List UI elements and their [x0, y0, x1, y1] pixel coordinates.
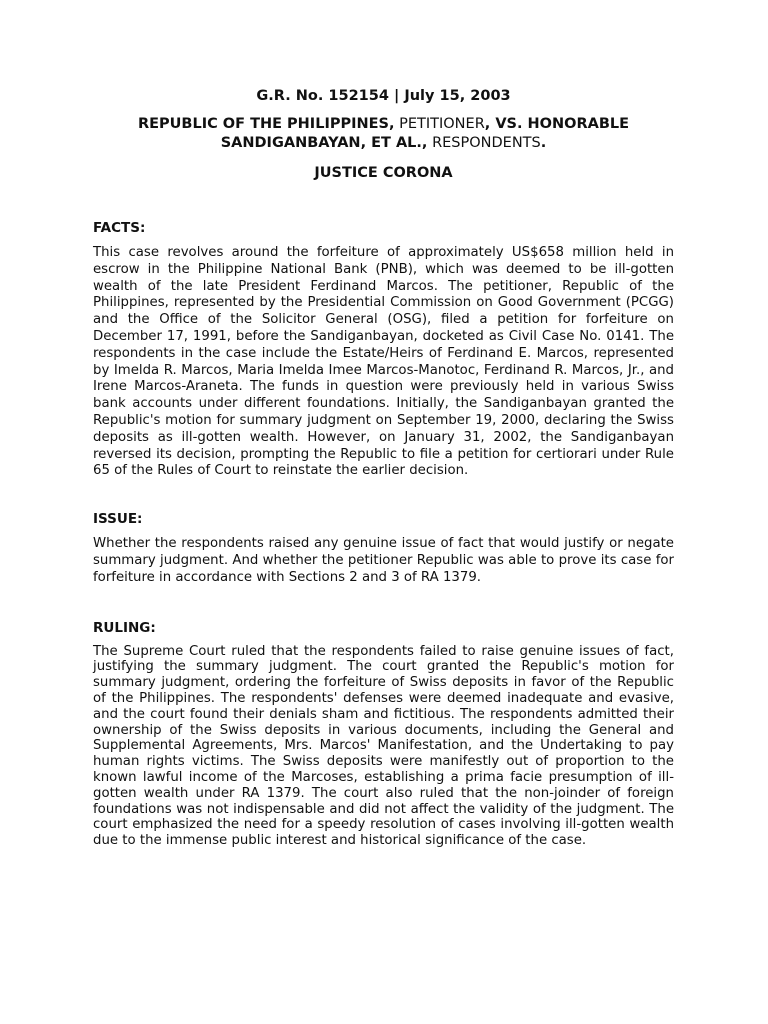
ruling-heading: RULING:: [93, 619, 156, 636]
document-page: [93, 86, 674, 849]
ruling-body: The Supreme Court ruled that the respondents failed to raise genuine issues of fact, justifying the summary judgment. The court granted the Republic's motion for summary judgment, ordering the forfeiture of Swiss deposits in favor of the Republic of the Philippines. The respondents' defenses were deemed inadequate and evasive, and the court found their denials sham and fictitious. The respondents admitted their ownership of the Swiss deposits in various documents, including the General and Supplemental Agreements, Mrs. Marcos' Manifestation, and the Undertaking to pay human rights victims. The Swiss deposits were manifestly out of proportion to the known lawful income of the Marcoses, establishing a prima facie presumption of ill-gotten wealth under RA 1379. The court also ruled that the non-joinder of foreign foundations was not indispensable and did not affect the validity of the judgment. The court emphasized the need for a speedy resolution of cases involving ill-gotten wealth due to the immense public interest and historical significance of the case.: [93, 643, 674, 849]
end-period: .: [540, 135, 547, 151]
case-number: G.R. No. 152154 | July 15, 2003: [256, 88, 511, 104]
petitioner-role: PETITIONER: [399, 116, 485, 132]
case-parties: [93, 115, 674, 153]
facts-heading: FACTS:: [93, 220, 146, 236]
justice-name: JUSTICE CORONA: [314, 165, 453, 181]
versus-respondents: , VS. HONORABLE SANDIGANBAYAN, ET AL.,: [220, 116, 630, 151]
issue-body: Whether the respondents raised any genuine issue of fact that would justify or negate summary judgment. And whether the petitioner Republic was able to prove its case for forfeiture in accordance with Sections 2 and 3 of RA 1379.: [93, 536, 674, 585]
respondent-role: RESPONDENTS: [432, 135, 541, 151]
facts-body: This case revolves around the forfeiture of approximately US$658 million held in escrow in the Philippine National Bank (PNB), which was deemed to be ill-gotten wealth of the late President Ferdinand Marcos. The petitioner, Republic of the Philippines, represented by the Presidential Commission on Good Government (PCGG) and the Office of the Solicitor General (OSG), filed a petition for forfeiture on December 17, 1991, before the Sandiganbayan, docketed as Civil Case No. 0141. The respondents in the case include the Estate/Heirs of Ferdinand E. Marcos, represented by Imelda R. Marcos, Maria Imelda Imee Marcos-Manotoc, Ferdinand R. Marcos, Jr., and Irene Marcos-Araneta. The funds in question were previously held in various Swiss bank accounts under different foundations. Initially, the Sandiganbayan granted the Republic's motion for summary judgment on September 19, 2000, declaring the Swiss deposits as ill-gotten wealth. However, on January 31, 2002, the Sandiganbayan reversed its decision, prompting the Republic to file a petition for certiorari under Rule 65 of the Rules of Court to reinstate the earlier decision.: [93, 245, 674, 479]
petitioner-name: REPUBLIC OF THE PHILIPPINES,: [137, 116, 395, 132]
issue-heading: ISSUE:: [93, 511, 143, 528]
